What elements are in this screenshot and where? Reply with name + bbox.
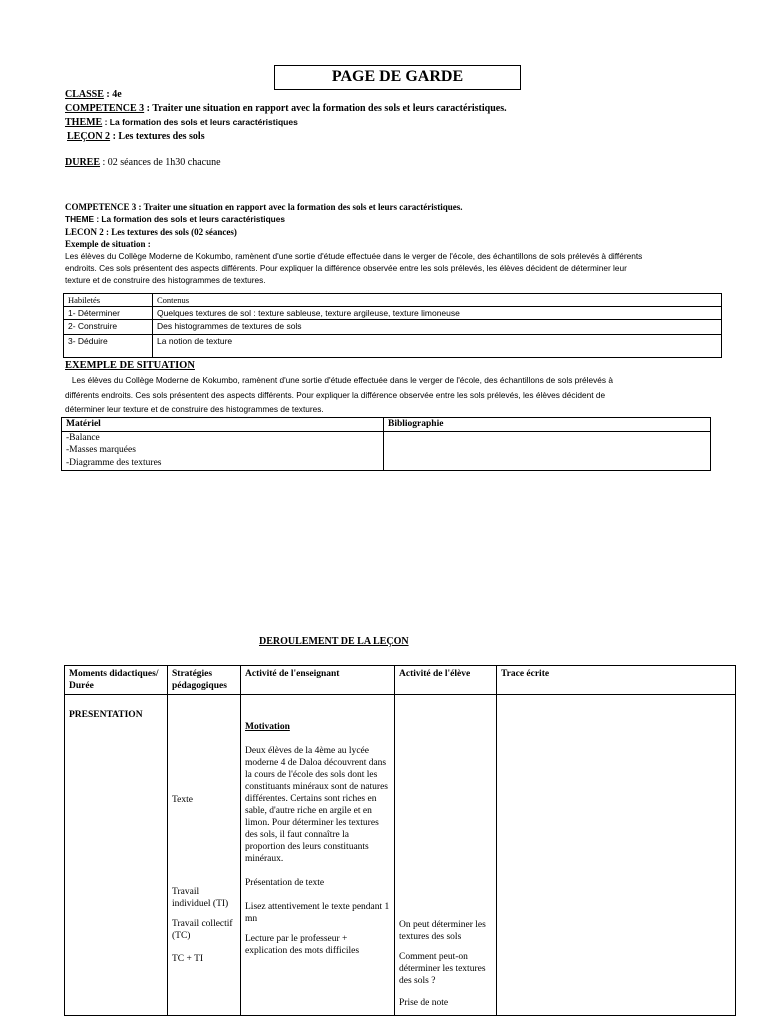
table-cell: Quelques textures de sol : texture sableuse, texture argileuse, texture limoneuse bbox=[153, 307, 722, 320]
teacher-step: Lisez attentivement le texte pendant 1 mn bbox=[245, 902, 390, 924]
teacher-step: Présentation de texte bbox=[245, 878, 325, 888]
materiel-list bbox=[62, 431, 384, 470]
table-cell: 1- Déterminer bbox=[64, 307, 153, 320]
lecon-value: : Les textures des sols bbox=[110, 131, 205, 142]
teacher-cell bbox=[241, 695, 395, 1016]
table-header: Activité de l'enseignant bbox=[241, 666, 395, 695]
table-cell: Des histogrammes de textures de sols bbox=[153, 320, 722, 335]
table-row bbox=[64, 307, 722, 320]
student-step: Comment peut-on déterminer les textures des sols ? bbox=[399, 952, 486, 986]
moment-label: PRESENTATION bbox=[69, 710, 143, 720]
moment-cell bbox=[65, 695, 168, 1016]
block2-lecon: LECON 2 : Les textures des sols (02 séances) bbox=[65, 227, 237, 237]
exemple-text bbox=[65, 373, 725, 417]
exemple-line: différents endroits. Ces sols présentent des aspects différents. Pour expliquer la différence observée entre les sols prélevés, les élèves décident de bbox=[65, 389, 606, 400]
materiel-table bbox=[61, 417, 711, 471]
list-item: -Masses marquées bbox=[66, 445, 136, 455]
table-row bbox=[62, 431, 711, 470]
block2-theme: THEME : La formation des sols et leurs caractéristiques bbox=[65, 214, 285, 224]
header-classe bbox=[65, 89, 122, 101]
block2-situation bbox=[65, 250, 725, 286]
header-competence bbox=[65, 103, 507, 115]
exemple-title: EXEMPLE DE SITUATION bbox=[65, 360, 195, 371]
table-row bbox=[62, 418, 711, 432]
block2-exemple-label: Exemple de situation : bbox=[65, 239, 151, 249]
table-header: Bibliographie bbox=[384, 418, 711, 432]
competence-label: COMPETENCE 3 bbox=[65, 103, 145, 114]
theme-value: : La formation des sols et leurs caractéristiques bbox=[102, 117, 298, 127]
duree-label: DUREE bbox=[65, 157, 101, 168]
situation-line: Les élèves du Collège Moderne de Kokumbo, ramènent d'une sortie d'étude effectuée dans le verger de l'école, des échantillons de sols prélevés à différents bbox=[65, 251, 643, 261]
table-row bbox=[65, 695, 736, 1016]
strategy-item: TC + TI bbox=[172, 954, 204, 964]
table-row bbox=[64, 335, 722, 358]
student-cell bbox=[395, 695, 497, 1016]
block2-competence: COMPETENCE 3 : Traiter une situation en rapport avec la formation des sols et leurs caractéristiques. bbox=[65, 202, 463, 212]
list-item: -Balance bbox=[66, 432, 100, 443]
habiletes-table bbox=[63, 293, 722, 358]
deroulement-title: DEROULEMENT DE LA LEÇON bbox=[259, 636, 409, 647]
exemple-line: Les élèves du Collège Moderne de Kokumbo, ramènent d'une sortie d'étude effectuée dans le verger de l'école, des échantillons de sols prélevés à bbox=[65, 375, 613, 385]
table-header: Matériel bbox=[62, 418, 384, 432]
table-cell: La notion de texture bbox=[153, 335, 722, 358]
deroulement-table bbox=[64, 665, 736, 1016]
page-title: PAGE DE GARDE bbox=[274, 65, 521, 90]
strategy-item: Travail collectif (TC) bbox=[172, 919, 233, 941]
trace-cell bbox=[497, 695, 736, 1016]
table-header: Contenus bbox=[153, 294, 722, 307]
table-header: Moments didactiques/ Durée bbox=[65, 666, 168, 695]
theme-label: THEME bbox=[65, 117, 103, 128]
table-cell: 2- Construire bbox=[64, 320, 153, 335]
table-header: Activité de l'élève bbox=[395, 666, 497, 695]
classe-label: CLASSE bbox=[65, 89, 104, 100]
table-row bbox=[64, 320, 722, 335]
duree-value: : 02 séances de 1h30 chacune bbox=[100, 157, 221, 168]
motivation-label: Motivation bbox=[245, 722, 290, 732]
classe-value: : 4e bbox=[103, 89, 122, 100]
student-step: Prise de note bbox=[399, 998, 449, 1008]
situation-line: texture et de construire des histogrammes de textures. bbox=[65, 275, 266, 285]
motivation-text: Deux élèves de la 4ème au lycée moderne 4 de Daloa découvrent dans la cours de l'école des sols dont les constituants minéraux sont de natures différentes. Certains sont riches en sable, d'autre riche en argile et en limon. Pour déterminer les textures des sols, il faut connaître la proportion des leurs constituants minéraux. bbox=[245, 746, 388, 864]
table-header: Trace écrite bbox=[497, 666, 736, 695]
situation-line: endroits. Ces sols présentent des aspects différents. Pour expliquer la différence observée entre les sols prélevés, les élèves décident de déterminer leur bbox=[65, 263, 627, 273]
lecon-label: LEÇON 2 bbox=[67, 131, 111, 142]
list-item: -Diagramme des textures bbox=[66, 457, 162, 468]
student-step: On peut déterminer les textures des sols bbox=[399, 920, 486, 942]
table-cell: 3- Déduire bbox=[64, 335, 153, 358]
header-duree bbox=[65, 157, 221, 169]
bibliographie-cell bbox=[384, 431, 711, 470]
competence-value: : Traiter une situation en rapport avec la formation des sols et leurs caractéristiques. bbox=[144, 103, 507, 114]
table-row bbox=[65, 666, 736, 695]
exemple-line: déterminer leur texture et de construire des histogrammes de textures. bbox=[65, 404, 324, 414]
table-header: Habiletés bbox=[64, 294, 153, 307]
teacher-step: Lecture par le professeur + explication des mots difficiles bbox=[245, 934, 360, 956]
strategy-item: Texte bbox=[172, 795, 193, 805]
strategy-item: Travail individuel (TI) bbox=[172, 887, 229, 909]
strategies-cell bbox=[168, 695, 241, 1016]
table-header: Stratégies pédagogiques bbox=[168, 666, 241, 695]
header-theme bbox=[65, 116, 298, 129]
header-lecon bbox=[67, 131, 205, 143]
table-row bbox=[64, 294, 722, 307]
